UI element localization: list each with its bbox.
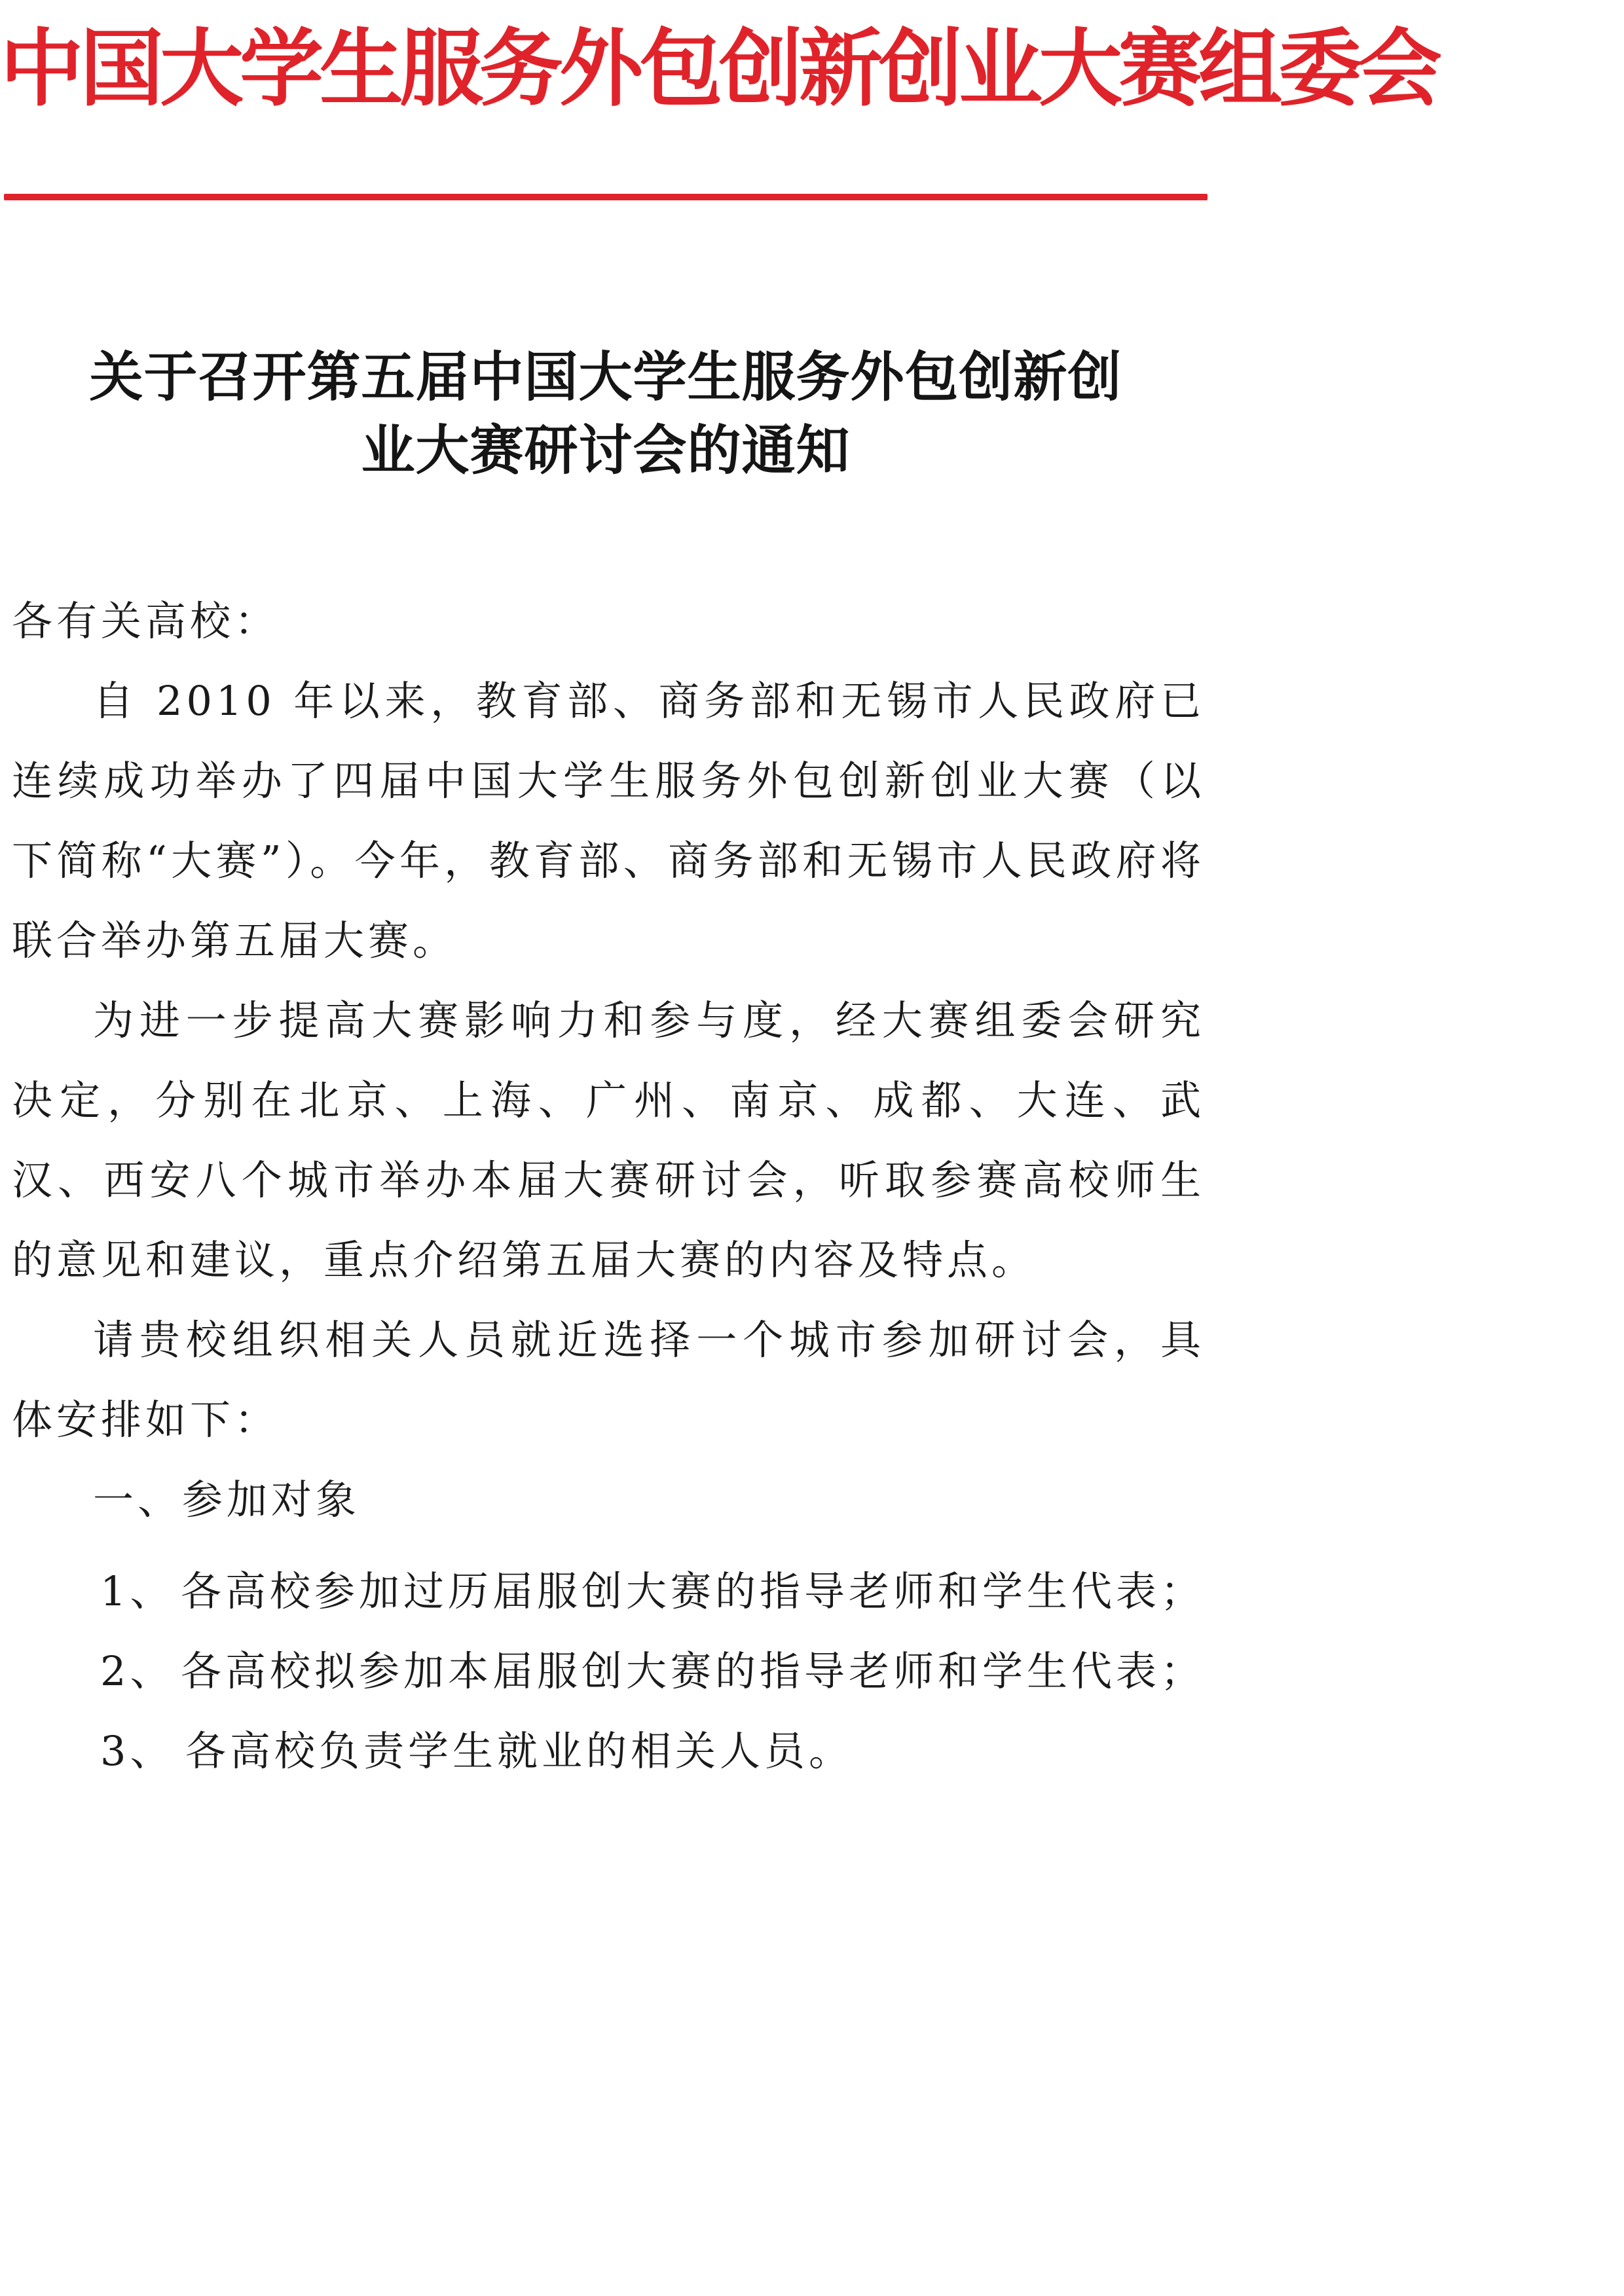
list-item-number: 1、: [100, 1567, 175, 1615]
list-item-text: 各高校拟参加本届服创大赛的指导老师和学生代表；: [180, 1647, 1205, 1695]
letterhead-divider: [4, 194, 1208, 200]
notice-title-line-1: 关于召开第五届中国大学生服务外包创新创: [89, 346, 1122, 409]
notice-title: [20, 340, 1192, 487]
section-heading-participants: 一、参加对象: [93, 1476, 361, 1523]
list-item: [12, 1711, 1205, 1791]
list-item-text: 各高校负责学生就业的相关人员。: [185, 1727, 854, 1775]
notice-title-line-2: 业大赛研讨会的通知: [361, 419, 851, 482]
paragraph-background: 自 2010 年以来，教育部、商务部和无锡市人民政府已连续成功举办了四届中国大学生服务外包创新创业大赛（以下简称“大赛”）。今年，教育部、商务部和无锡市人民政府将联合举办第五届大赛。: [12, 677, 1205, 964]
paragraph-seminar-cities: 为进一步提高大赛影响力和参与度，经大赛组委会研究决定，分别在北京、上海、广州、南京、成都、大连、武汉、西安八个城市举办本届大赛研讨会，听取参赛高校师生的意见和建议，重点介绍第五届大赛的内容及特点。: [12, 996, 1205, 1284]
salutation: 各有关高校：: [12, 597, 280, 645]
letterhead-org-name: 中国大学生服务外包创新创业大赛组委会: [0, 20, 1439, 118]
participants-list: [12, 1552, 1205, 1791]
list-item-text: 各高校参加过历届服创大赛的指导老师和学生代表；: [180, 1567, 1205, 1615]
paragraph-arrangements: 请贵校组织相关人员就近选择一个城市参加研讨会，具体安排如下：: [12, 1316, 1205, 1444]
notice-body: [12, 581, 1205, 1791]
list-item-number: 3、: [100, 1727, 175, 1775]
list-item: [12, 1552, 1205, 1631]
list-item: [12, 1631, 1205, 1711]
list-item-number: 2、: [100, 1647, 175, 1695]
